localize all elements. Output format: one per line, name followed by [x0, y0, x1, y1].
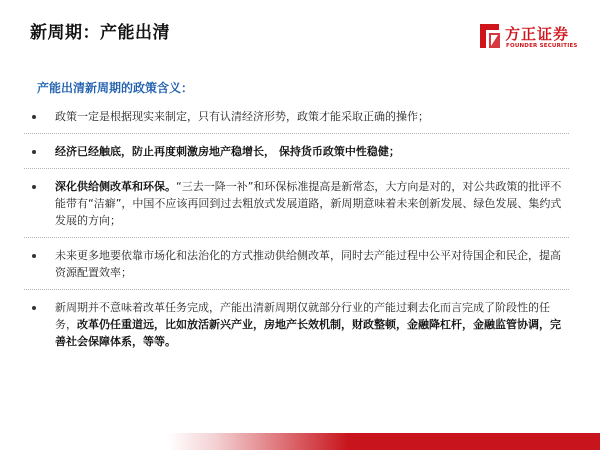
divider [24, 289, 569, 291]
bullet-text-bold: 深化供给侧改革和环保。 [55, 180, 176, 193]
bullet-text: 政策一定是根据现实来制定，只有认清经济形势，政策才能采取正确的操作； [55, 110, 429, 123]
bullet-text: 未来更多地要依靠市场化和法治化的方式推动供给侧改革，同时去产能过程中公平对待国企和民企，提高资源配置效率； [55, 249, 561, 279]
section-heading: 产能出清新周期的政策含义： [37, 81, 194, 95]
bullet-item [24, 247, 569, 281]
bullet-text-bold: 经济已经触底，防止再度刺激房地产稳增长， 保持货币政策中性稳健； [55, 145, 400, 158]
divider [24, 237, 569, 239]
company-logo [478, 21, 590, 61]
bullet-text: “三去一降一补”和环保标准提高是新常态，大方向是对的，对公共政策的批评不能带有“洁癖”，中国不应该再回到过去粗放式发展道路，新周期意味着未来创新发展、绿色发展、集约式发展的方向； [55, 180, 562, 227]
bullet-text-bold: 改革仍任重道远，比如放活新兴产业，房地产长效机制，财政整顿，金融降杠杆，金融监管协调，完善社会保障体系，等等。 [55, 318, 561, 348]
bullet-item [24, 108, 569, 125]
logo-name: 方正证券 [505, 25, 570, 43]
bullet-item [24, 143, 569, 160]
logo-subtitle: FOUNDER SECURITIES [506, 43, 578, 49]
footer-red-bar [0, 433, 600, 450]
bullet-dot-icon [32, 115, 36, 119]
bullet-dot-icon [32, 306, 36, 310]
bullet-item [24, 178, 569, 229]
bullet-item [24, 299, 569, 350]
founder-logo-icon [478, 21, 502, 51]
policy-bullet-list [24, 108, 569, 350]
bullet-dot-icon [32, 185, 36, 189]
slide-title: 新周期：产能出清 [30, 23, 170, 43]
divider [24, 133, 569, 135]
bullet-dot-icon [32, 254, 36, 258]
bullet-text: 新周期并不意味着改革任务完成，产能出清新周期仅就部分行业的产能过剩去化而言完成了阶段性的任务， [55, 301, 550, 331]
bullet-dot-icon [32, 150, 36, 154]
divider [24, 168, 569, 170]
